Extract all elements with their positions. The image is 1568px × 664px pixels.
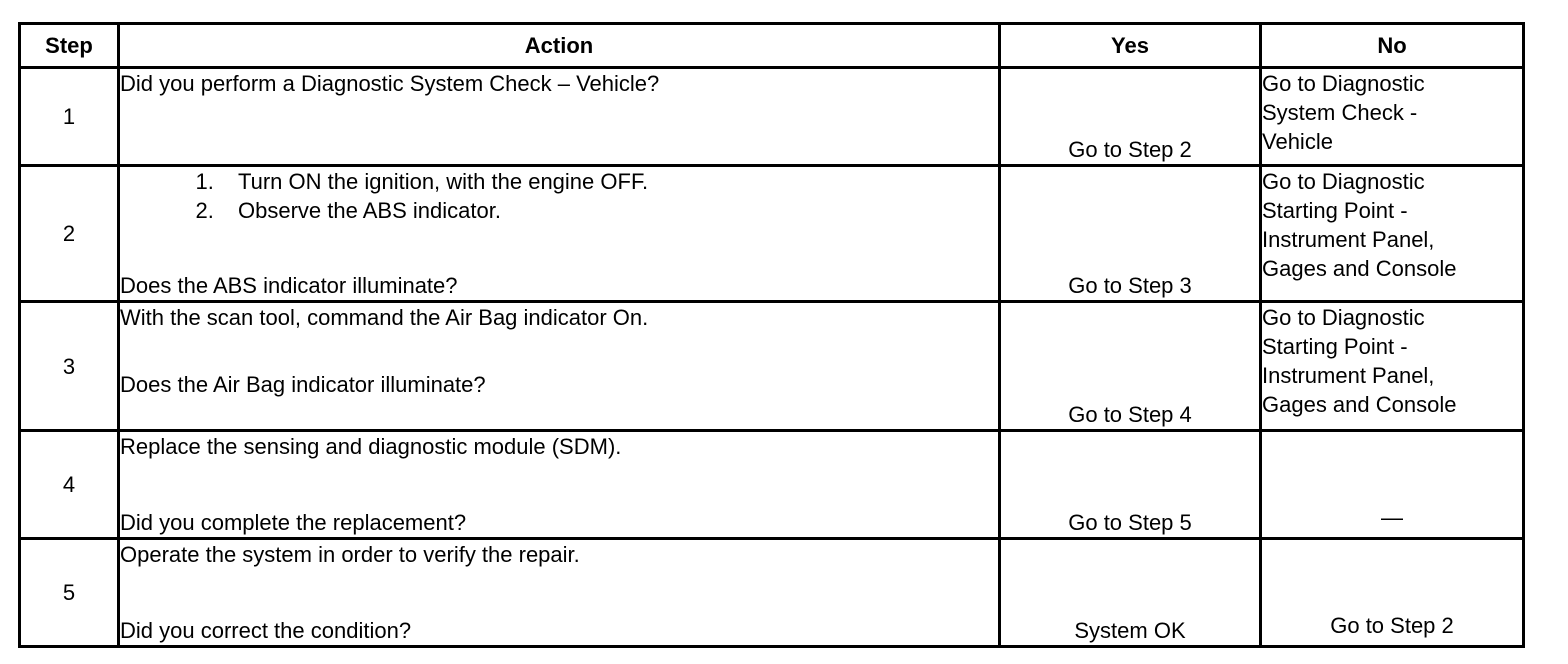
no-cell [1261, 302, 1524, 430]
no-line: Instrument Panel, [1262, 363, 1435, 389]
table-row [20, 67, 1524, 165]
no-line: Starting Point - [1262, 334, 1408, 360]
header-no: No [1261, 24, 1524, 68]
no-cell: Go to Step 2 [1261, 538, 1524, 646]
no-cell [1261, 67, 1524, 165]
header-action: Action [119, 24, 1000, 68]
header-yes: Yes [1000, 24, 1261, 68]
no-line: Instrument Panel, [1262, 226, 1435, 252]
action-cell [119, 430, 1000, 538]
table-row [20, 538, 1524, 646]
no-line: Go to Diagnostic [1262, 70, 1425, 96]
step-number: 2 [20, 165, 119, 302]
action-cell [119, 302, 1000, 430]
yes-cell: System OK [1000, 538, 1261, 646]
table-row [20, 302, 1524, 430]
no-line: Starting Point - [1262, 197, 1408, 223]
header-step: Step [20, 24, 119, 68]
no-line: Gages and Console [1262, 255, 1457, 281]
action-question: Does the ABS indicator illuminate? [120, 273, 458, 299]
step-number: 5 [20, 538, 119, 646]
action-cell [119, 67, 1000, 165]
no-line: Gages and Console [1262, 392, 1457, 418]
table-row [20, 165, 1524, 302]
no-line: System Check - [1262, 99, 1418, 125]
no-line: Go to Diagnostic [1262, 168, 1425, 194]
action-steps-list [120, 167, 998, 225]
yes-cell: Go to Step 2 [1000, 67, 1261, 165]
action-text: Operate the system in order to verify the repair. [120, 541, 580, 567]
action-text: With the scan tool, command the Air Bag indicator On. [120, 305, 649, 331]
table-row [20, 430, 1524, 538]
no-line: Go to Diagnostic [1262, 305, 1425, 331]
action-question: Did you complete the replacement? [120, 509, 467, 535]
action-question: Did you correct the condition? [120, 618, 412, 643]
no-cell: — [1261, 430, 1524, 538]
header-row [20, 24, 1524, 68]
action-cell [119, 165, 1000, 302]
action-step: 1. Turn ON the ignition, with the engine OFF. [220, 167, 998, 196]
action-question: Does the Air Bag indicator illuminate? [120, 372, 486, 398]
action-cell [119, 538, 1000, 646]
diagnostic-table [18, 22, 1525, 648]
no-cell [1261, 165, 1524, 302]
action-step: 2. Observe the ABS indicator. [220, 196, 998, 225]
yes-cell: Go to Step 5 [1000, 430, 1261, 538]
yes-cell: Go to Step 4 [1000, 302, 1261, 430]
action-text: Replace the sensing and diagnostic module (SDM). [120, 433, 622, 459]
step-number: 3 [20, 302, 119, 430]
step-number: 4 [20, 430, 119, 538]
no-line: Vehicle [1262, 128, 1333, 154]
step-number: 1 [20, 67, 119, 165]
action-text: Did you perform a Diagnostic System Check – Vehicle? [120, 70, 660, 96]
yes-cell: Go to Step 3 [1000, 165, 1261, 302]
